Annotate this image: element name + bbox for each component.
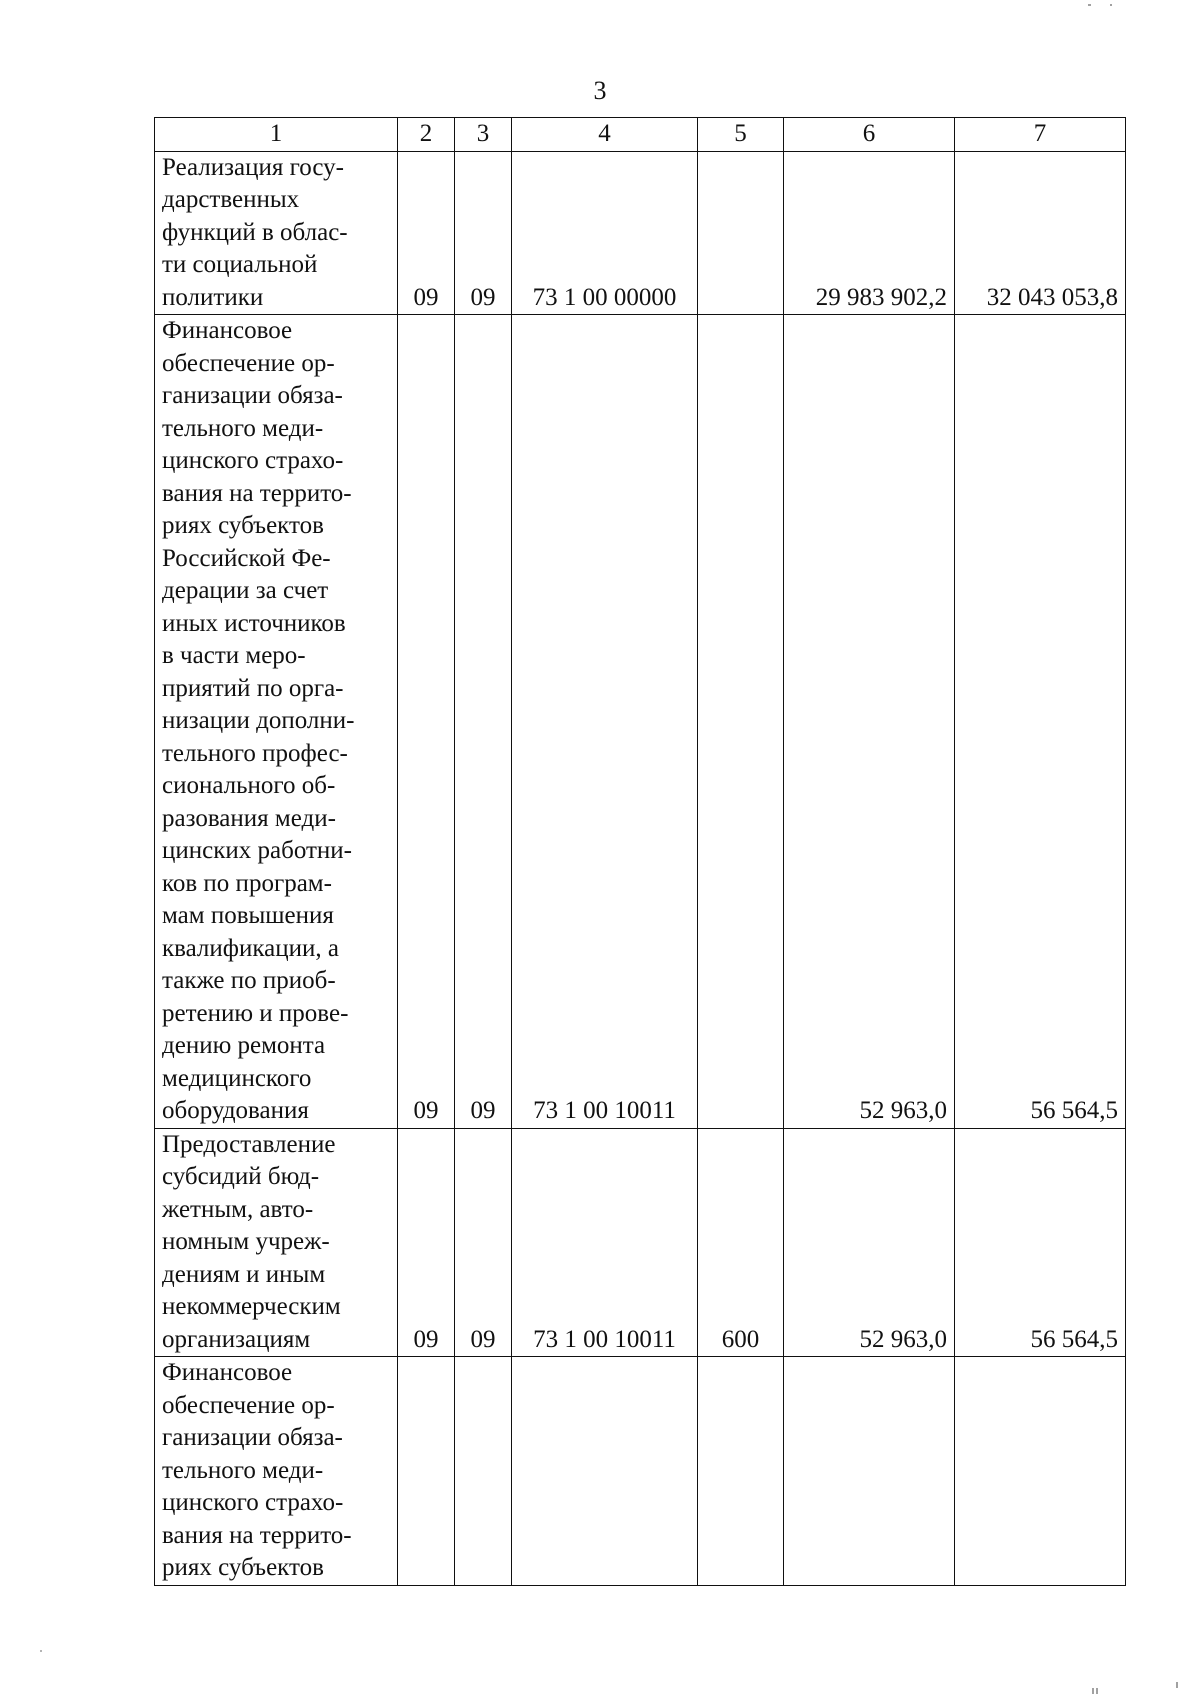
- name-line: Финансовое: [162, 1359, 293, 1386]
- header-col-2: 2: [398, 118, 455, 152]
- amount-col-7: 56 564,5: [955, 315, 1126, 1129]
- name-line: риях субъектов: [162, 1554, 324, 1581]
- row-name-cell: [155, 151, 398, 315]
- header-col-4: 4: [512, 118, 698, 152]
- name-line: дениям и иным: [162, 1260, 326, 1288]
- name-line: дерации за счет: [162, 577, 329, 604]
- name-line: цинского страхо-: [162, 1489, 344, 1516]
- section-code: 09: [398, 151, 455, 315]
- name-line: квалификации, а: [162, 934, 339, 962]
- name-line: организациям: [162, 1325, 311, 1353]
- header-col-5: 5: [698, 118, 784, 152]
- name-line: тельного меди-: [162, 414, 324, 442]
- row-name-cell: [155, 1357, 398, 1586]
- expense-type-code: [698, 315, 784, 1129]
- name-line: в части меро-: [162, 642, 306, 669]
- name-line: ретению и прове-: [162, 999, 349, 1027]
- page-number: 3: [593, 76, 607, 105]
- target-article-code: 73 1 00 10011: [512, 1128, 698, 1357]
- name-line: обеспечение ор-: [162, 1391, 335, 1419]
- name-line: жетным, авто-: [162, 1195, 314, 1223]
- name-line: ганизации обяза-: [162, 382, 343, 409]
- name-line: Реализация госу-: [162, 153, 344, 181]
- name-line: вания на террито-: [162, 479, 352, 507]
- scan-artifact: [1092, 1688, 1094, 1694]
- scan-artifact: [1088, 4, 1091, 6]
- name-line: тельного профес-: [162, 739, 348, 767]
- name-line: дению ремонта: [162, 1032, 326, 1059]
- target-article-code: 73 1 00 00000: [512, 151, 698, 315]
- name-line: обеспечение ор-: [162, 349, 335, 377]
- target-article-code: 73 1 00 10011: [512, 315, 698, 1129]
- section-code: 09: [398, 1128, 455, 1357]
- amount-col-7: 56 564,5: [955, 1128, 1126, 1357]
- name-line: ти социальной: [162, 251, 318, 278]
- section-code: 09: [398, 315, 455, 1129]
- name-line: цинских работни-: [162, 837, 353, 864]
- name-line: тельного меди-: [162, 1456, 324, 1484]
- name-line: также по приоб-: [162, 967, 336, 994]
- scan-artifact: [1176, 1682, 1178, 1688]
- header-row: [155, 118, 1126, 152]
- name-line: Предоставление: [162, 1130, 336, 1158]
- name-line: функций в облас-: [162, 218, 348, 246]
- name-line: приятий по орга-: [162, 674, 344, 702]
- name-line: политики: [162, 283, 264, 311]
- name-line: ков по програм-: [162, 869, 332, 897]
- row-name-cell: [155, 1128, 398, 1357]
- section-code: [398, 1357, 455, 1586]
- name-line: низации дополни-: [162, 707, 355, 734]
- name-line: субсидий бюд-: [162, 1163, 320, 1190]
- name-line: Российской Фе-: [162, 544, 331, 572]
- name-line: дарственных: [162, 186, 300, 213]
- name-line: риях субъектов: [162, 512, 324, 539]
- amount-col-6: 52 963,0: [784, 315, 955, 1129]
- name-line: ганизации обяза-: [162, 1424, 343, 1451]
- subsection-code: 09: [455, 151, 512, 315]
- table-row: [155, 315, 1126, 1129]
- name-line: вания на террито-: [162, 1521, 352, 1549]
- row-name-cell: [155, 315, 398, 1129]
- table-row: [155, 1128, 1126, 1357]
- expense-type-code: [698, 151, 784, 315]
- expense-type-code: 600: [698, 1128, 784, 1357]
- amount-col-6: 29 983 902,2: [784, 151, 955, 315]
- amount-col-7: [955, 1357, 1126, 1586]
- amount-col-7: 32 043 053,8: [955, 151, 1126, 315]
- name-line: разования меди-: [162, 804, 336, 832]
- scan-artifact: [40, 1650, 42, 1652]
- subsection-code: 09: [455, 315, 512, 1129]
- header-col-7: 7: [955, 118, 1126, 152]
- target-article-code: [512, 1357, 698, 1586]
- name-line: номным учреж-: [162, 1228, 330, 1255]
- name-line: иных источников: [162, 609, 346, 637]
- name-line: сионального об-: [162, 772, 336, 799]
- scan-artifact: [1110, 4, 1112, 6]
- subsection-code: 09: [455, 1128, 512, 1357]
- name-line: оборудования: [162, 1097, 309, 1124]
- budget-table: [154, 117, 1126, 1586]
- name-line: цинского страхо-: [162, 447, 344, 474]
- subsection-code: [455, 1357, 512, 1586]
- header-col-6: 6: [784, 118, 955, 152]
- table-row: [155, 1357, 1126, 1586]
- header-col-1: 1: [155, 118, 398, 152]
- name-line: мам повышения: [162, 902, 334, 929]
- amount-col-6: [784, 1357, 955, 1586]
- table-row: [155, 151, 1126, 315]
- name-line: медицинского: [162, 1064, 312, 1092]
- expense-type-code: [698, 1357, 784, 1586]
- scan-artifact: [1096, 1688, 1098, 1694]
- name-line: некоммерческим: [162, 1293, 341, 1320]
- name-line: Финансовое: [162, 317, 293, 344]
- header-col-3: 3: [455, 118, 512, 152]
- amount-col-6: 52 963,0: [784, 1128, 955, 1357]
